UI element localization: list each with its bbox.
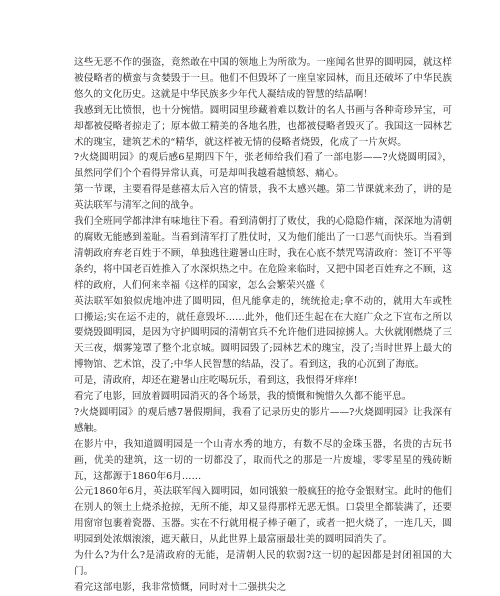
paragraph: 看完这部电影，我非常愤慨，同时对十二强拱尖之 — [74, 581, 287, 593]
paragraph: 英法联军如狼似虎地冲进了圆明园，但凡能拿走的，统统抢走;拿不动的，就用大车或牲口搬运;实在运不走的，就任意毁坏……此外，他们还生起在在大庭广众之下宣布之所以要烧毁圆明园，是因为守护圆明园的清朝官兵不允许他们进园掠掳人。大伙就刚燃烧了三天三夜，烟雾笼罩了整个北京城。圆明园毁了;园林艺术的瑰宝，没了;当时世界上最大的博物馆、艺术馆，没了;中华人民智慧的结晶，没了。看到这，我的心沉到了海底。 — [74, 295, 452, 371]
paragraph: 公元1860年6月，英法联军闯入圆明园，如同饿狼一般疯狂的抢夺金银财宝。此时的他们在别人的领土上烧杀抢掠，无所不能，却又显得那样无恶无惧。口袋里全都装满了，还要用窗帘包裹着瓷器、玉器。实在不行就用棍子棒子砸了，或者一把火烧了，一连几天，圆明园到处浓烟滚滚，遮天蔽日，从此世界上最富丽最壮美的圆明园消失了。 — [74, 486, 452, 546]
paragraph: 我感到无比愤恨，也十分惋惜。圆明园里珍藏着难以数计的名人书画与各种奇珍异宝，可却都被侵略者掠走了；原本做工精美的各地名胜，也都被侵略者毁灭了。我国这一园林艺术的瑰宝，建筑艺术的“精华，就这样被无情的侵略者烧毁，化成了一片灰烬。 — [74, 104, 452, 148]
paragraph: ?火烧圆明园》的观后感6星期四下午，张老师给我们看了一部电影——?火烧圆明园》，虽然同学们个个看得异常认真，可是却叫我越看越愤怒、痛心。 — [74, 152, 452, 180]
paragraph: 在影片中，我知道圆明园是一个山青水秀的地方，有数不尽的金珠玉器，名贵的古玩书画，优美的建筑，这一切的一切都没了，取而代之的那是一片废墟，零零星星的残砖断瓦，这都源于1860年6月…… — [74, 438, 452, 482]
paragraph: 看完了电影，回放着圆明园消灭的各个场景，我的愤慨和惋惜久久都不能平息。 — [74, 391, 412, 403]
paragraph: 可是，清政府，却还在避暑山庄吃喝玩乐，看到这，我恨得牙痒痒! — [74, 375, 358, 387]
paragraph: 第一节课，主要看得是慈禧太后入宫的情景，我不太感兴趣。第二节课就来劲了，讲的是英法联军与清军之间的战争。 — [74, 184, 452, 212]
paragraph: 这些无恶不作的强盗，竟然敢在中国的领地上为所欲为。一座闻名世界的圆明园，就这样被侵略者的横蛮与贪婪毁于一旦。他们不但毁坏了一座皇家园林，而且还破坏了中华民族悠久的文化历史。这就是中华民族多少年代人凝结成的智慧的结晶啊！ — [74, 57, 452, 100]
paragraph: 我们全班同学都津津有味地往下看。看到清朝打了败仗，我的心隐隐作痛，深深地为清朝的腐败无能感到羞耻。当看到清军打了胜仗时，又为他们能出了一口恶气而快乐。当看到清朝政府弃老百姓于不顾，单独逃往避暑山庄时，我在心底不禁咒骂清政府：签订不平等条约，将中国老百姓推入了水深炽热之中。在危险来临时，又把中国老百姓弃之不顾，这样的政府，人们何来幸福《这样的国家，怎么会繁荣兴盛《 — [74, 216, 452, 291]
paragraph: 为什么?为什么?是清政府的无能，是清朝人民的软弱?这一切的起因都是封闭祖国的大门。 — [74, 550, 452, 577]
document-body — [74, 55, 452, 596]
paragraph: ?火烧圆明园》的观后感7暑假期间，我看了记录历史的影片——?火烧圆明园》让我深有感触。 — [74, 406, 452, 434]
